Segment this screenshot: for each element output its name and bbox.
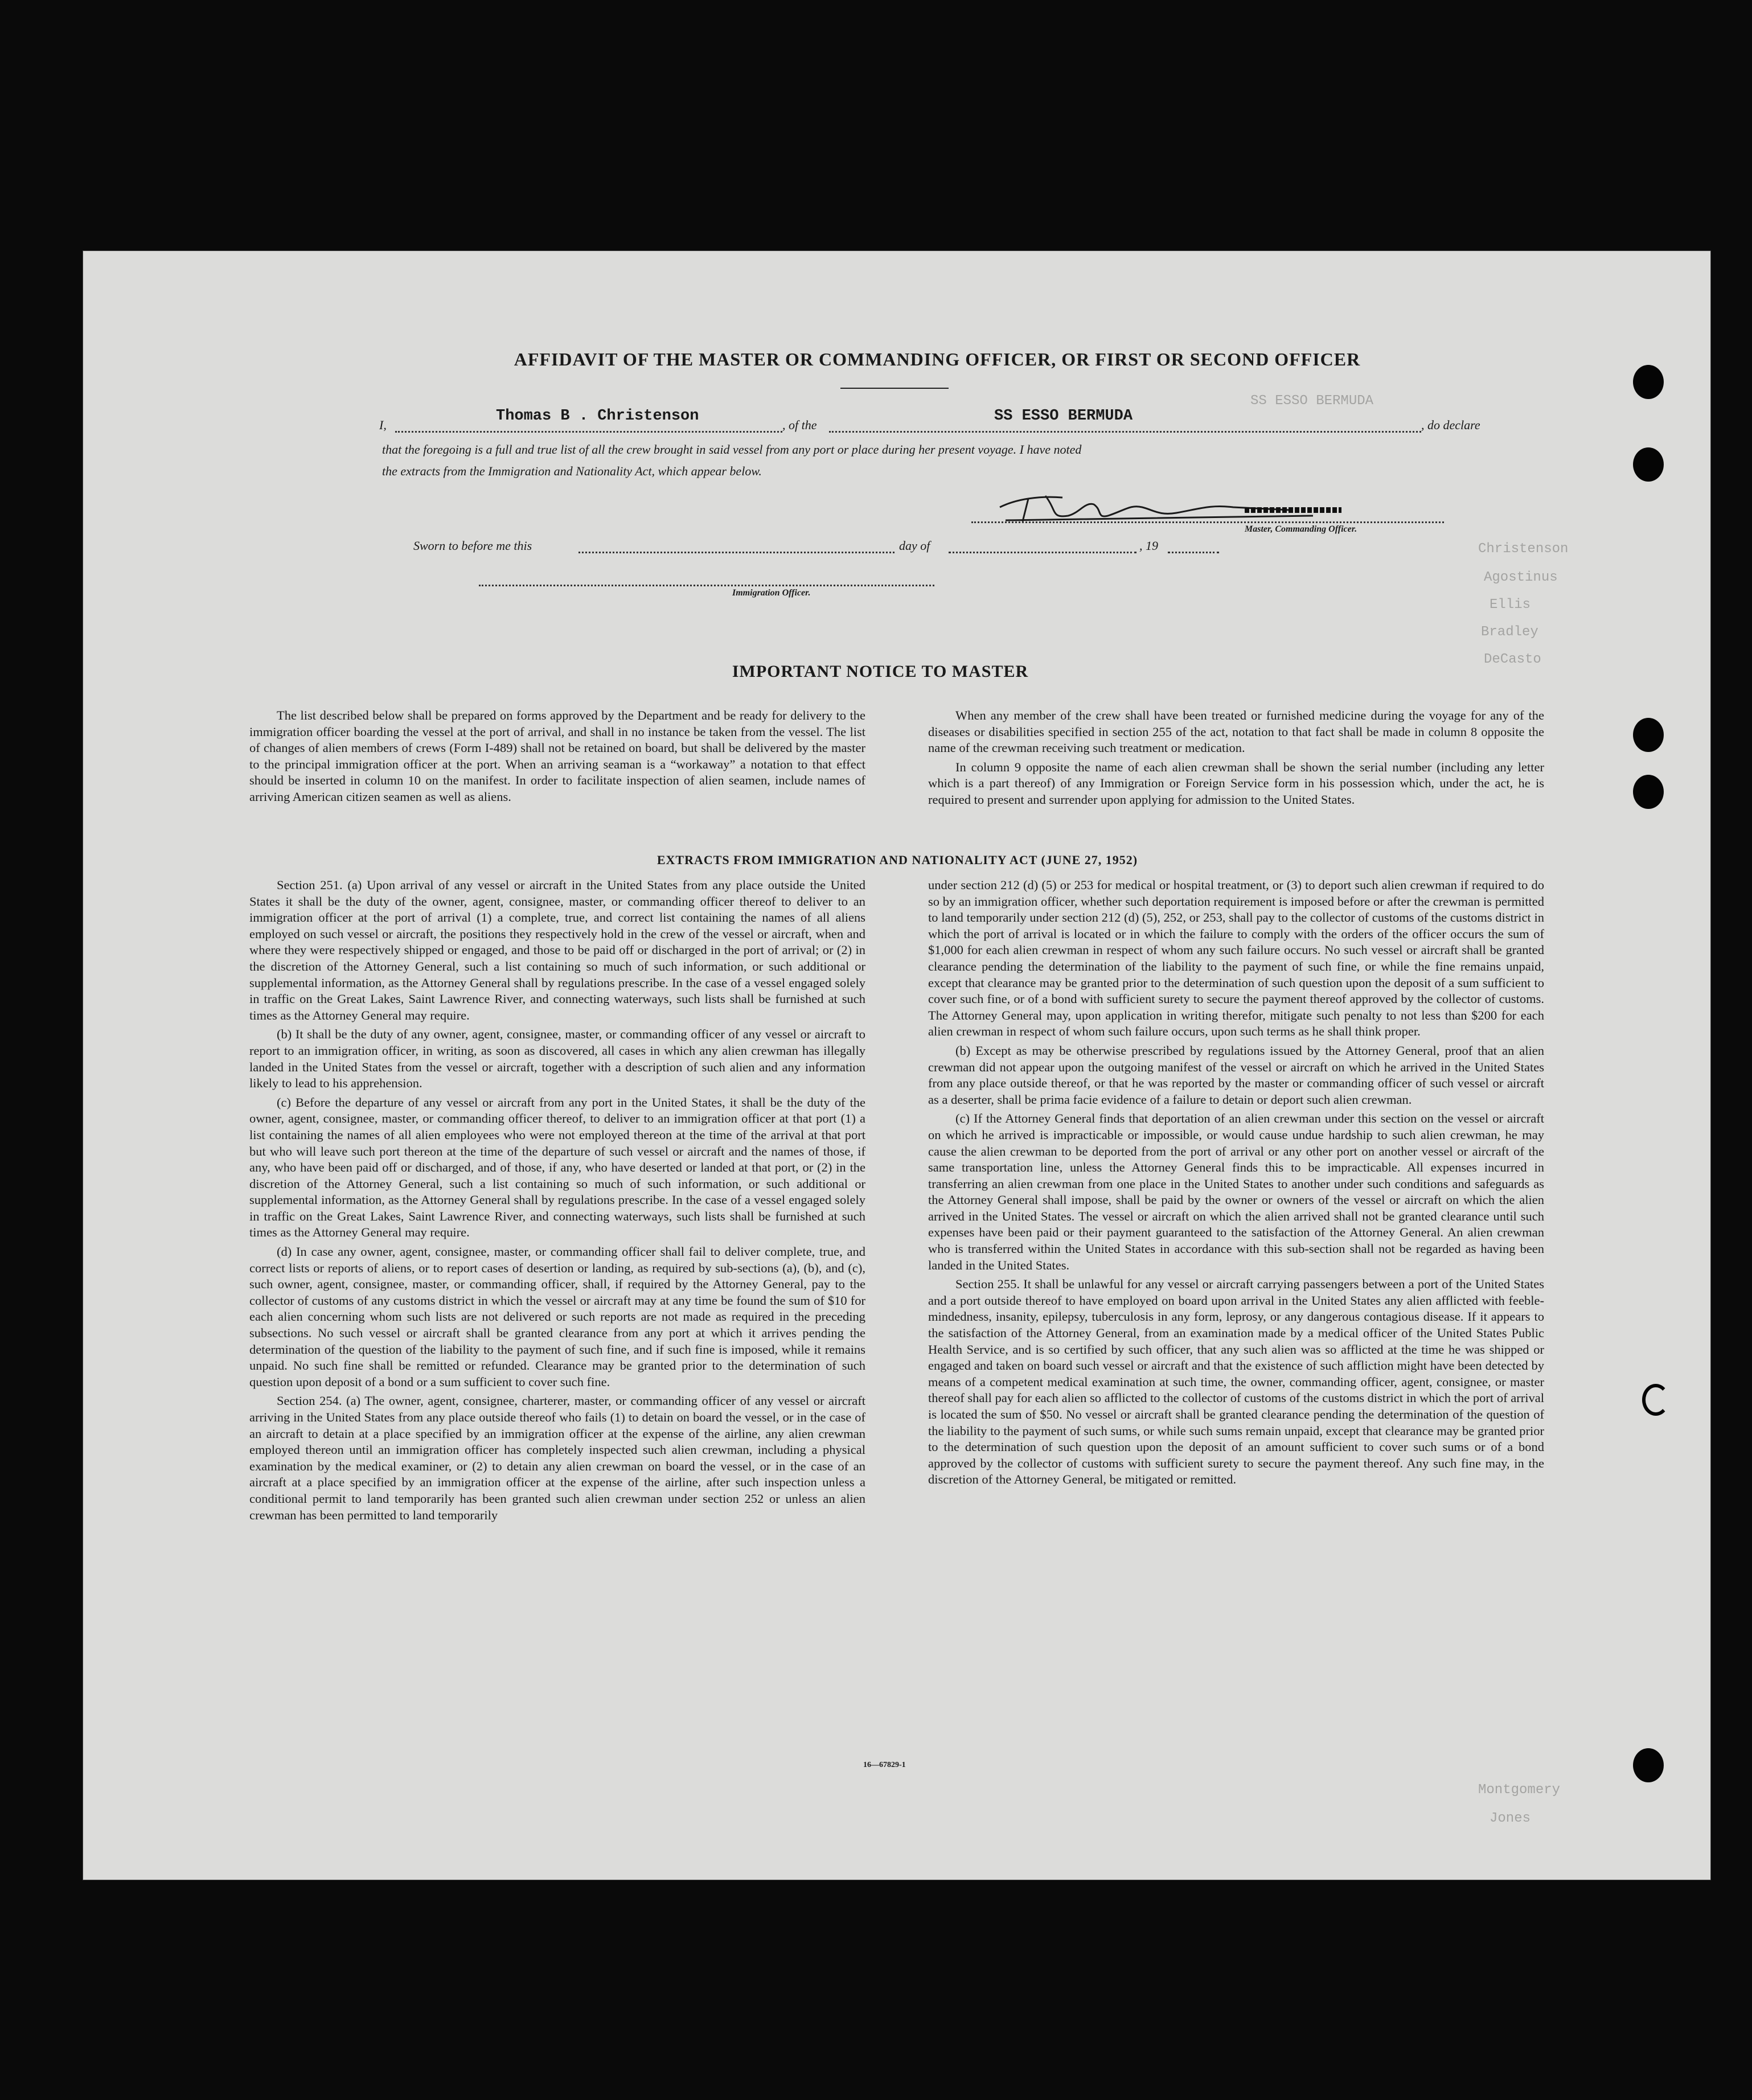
- extract-paragraph: (d) In case any owner, agent, consignee, master, or commanding officer shall fail to deliver complete, true, and correct lists or reports of aliens, or to report cases of desertion or landing, as required by sub-sections (a), (b), and (c), such owner, agent, consignee, master, or commanding officer, shall, if required by the Attorney General, pay to the collector of customs of any customs district in which the vessel or aircraft may at any time be found the sum of $10 for each alien concerning whom such lists are not delivered or such reports are not made as required in the preceding subsections. No such vessel or aircraft shall be granted clearance from any port at which it arrives pending the determination of the question of the liability to the payment of such fine, and if such fine is imposed, while it remains unpaid. No such fine shall be remitted or refunded. Clearance may be granted prior to the determination of such question upon deposit of a bond or a sum sufficient to cover such fine.: [249, 1244, 865, 1389]
- extract-paragraph: (c) Before the departure of any vessel or aircraft from any port in the United States, it shall be the duty of the owner, agent, consignee, master, or commanding officer thereof, to deliver to an immigration officer at that port (1) a list containing the names of all alien employees who were not employed thereon at the time of the arrival at that port but who will leave such port thereon at the time of the departure of such vessel or aircraft and the names of those, if any, who have been paid off or discharged, and of those, if any, who have deserted or landed at that port, or (2) in the discretion of the Attorney General, such a list containing so much of such information, or such additional or supplemental information, as the Attorney General shall by regulations prescribe. In the case of a vessel engaged solely in traffic on the Great Lakes, Saint Lawrence River, and connecting waterways, such lists shall be furnished at such times as the Attorney General may require.: [249, 1095, 865, 1240]
- extracts-title: EXTRACTS FROM IMMIGRATION AND NATIONALITY ACT (JUNE 27, 1952): [657, 853, 1138, 867]
- bleed-through-text: DeCasto: [1484, 652, 1541, 667]
- extracts-left-column: [249, 877, 865, 1526]
- document-page: [83, 251, 1710, 1880]
- of-the-label: , of the: [782, 418, 817, 432]
- master-signature-line: [971, 521, 1444, 523]
- sworn-month-line: [949, 552, 1136, 553]
- sworn-day-line: [578, 552, 895, 553]
- immigration-officer-caption: Immigration Officer.: [732, 588, 811, 598]
- immigration-officer-line: [479, 585, 934, 586]
- extract-paragraph: (c) If the Attorney General finds that deportation of an alien crewman under this section on the vessel or aircraft on which he arrived is impracticable or impossible, or would cause undue hardship to such alien crewman, he may cause the alien crewman to be deported from the port of arrival or any other port on another vessel or aircraft of the same transportation line, unless the Attorney General finds this to be impracticable. All expenses incurred in transferring an alien crewman from one place in the United States to another under such conditions and safeguards as the Attorney General shall impose, shall be paid by the owner or owners of the vessel or aircraft on which the alien arrived in the United States. The vessel or aircraft on which the alien arrived shall not be granted clearance until such expenses have been paid or their payment guaranteed to the satisfaction of the Attorney General. An alien crewman who is transferred within the United States in accordance with this sub-section shall not be regarded as having been landed in the United States.: [928, 1111, 1544, 1272]
- extract-paragraph: (b) It shall be the duty of any owner, agent, consignee, master, or commanding officer of any vessel or aircraft to report to an immigration officer, in writing, as soon as discovered, all cases in which any alien crewman has illegally landed in the United States from the vessel or aircraft, together with a description of such alien and any information likely to lead to his apprehension.: [249, 1027, 865, 1091]
- bleed-through-text: Jones: [1490, 1811, 1531, 1826]
- title-underline: [840, 388, 949, 389]
- affidavit-title: AFFIDAVIT OF THE MASTER OR COMMANDING OFFICER, OR FIRST OR SECOND OFFICER: [514, 349, 1361, 369]
- extract-paragraph: Section 251. (a) Upon arrival of any vessel or aircraft in the United States from any place outside the United States it shall be the duty of the owner, agent, consignee, master, or commanding officer thereof to deliver to an immigration officer at the port of arrival (1) a complete, true, and correct list containing the names of all aliens employed on such vessel or aircraft, the positions they respectively hold in the crew of the vessel or aircraft, when and where they were respectively shipped or engaged, and those to be paid off or discharged in the port of arrival; or (2) in the discretion of the Attorney General, such a list containing so much of such information, or such additional or supplemental information, as the Attorney General shall by regulations prescribe. In the case of a vessel engaged solely in traffic on the Great Lakes, Saint Lawrence River, and connecting waterways, such lists shall be furnished at such times as the Attorney General may require.: [249, 878, 865, 1022]
- bleed-through-text: Montgomery: [1478, 1782, 1561, 1798]
- day-of-label: day of: [899, 539, 930, 553]
- extract-paragraph: (b) Except as may be otherwise prescribed by regulations issued by the Attorney General, proof that an alien crewman did not appear upon the outgoing manifest of the vessel or aircraft on which he arrived in the United States from any place outside thereof, or that he was reported by the master or commanding officer of such vessel or aircraft as a deserter, shall be prima facie evidence of a failure to detain or deport such alien crewman.: [928, 1043, 1544, 1107]
- notice-left-column: [249, 708, 865, 808]
- bleed-through-text: Bradley: [1481, 624, 1538, 640]
- notice-right-paragraph-1: When any member of the crew shall have been treated or furnished medicine during the voyage for any of the diseases or disabilities specified in section 255 of the act, notation to that fact shall be made in column 8 opposite the name of the crewman receiving such treatment or medication.: [928, 708, 1544, 755]
- vessel-name-line: [829, 431, 1421, 433]
- extract-paragraph: Section 254. (a) The owner, agent, consignee, charterer, master, or commanding officer of any vessel or aircraft arriving in the United States from any place outside thereof who fails (1) to detain on board the vessel, or in the case of an aircraft to detain at a place specified by an immigration officer at the expense of the airline, any alien crewman employed thereon until an immigration officer has completely inspected such alien crewman, including a physical examination by the medical examiner, or (2) to detain any alien crewman on board the vessel, or in the case of an aircraft at a place specified by an immigration officer at the expense of the airline, after such inspection unless a conditional permit to land temporarily has been granted such alien crewman under section 252 or unless an alien crewman has been permitted to land temporarily: [249, 1394, 865, 1522]
- master-caption: Master, Commanding Officer.: [1245, 524, 1357, 534]
- punch-hole: [1633, 447, 1664, 482]
- i-label: I,: [379, 418, 387, 432]
- punch-hole: [1633, 718, 1664, 752]
- notice-title: IMPORTANT NOTICE TO MASTER: [732, 662, 1029, 681]
- notice-left-paragraph: The list described below shall be prepared on forms approved by the Department and be ready for delivery to the immigration officer boarding the vessel at the port of arrival, and shall in no instance be taken from the vessel. The list of changes of alien members of crews (Form I-489) shall not be retained on board, but shall be delivered by the master to the principal immigration officer at the port. When an arriving seaman is a “workaway” a notation to that effect should be inserted in column 10 on the manifest. In order to facilitate inspection of alien seamen, include names of arriving American citizen seamen as well as aliens.: [249, 708, 865, 804]
- punch-hole-partial: [1642, 1384, 1669, 1416]
- bleed-through-text: Agostinus: [1484, 570, 1558, 585]
- master-name-line: [395, 431, 782, 433]
- extract-paragraph: under section 212 (d) (5) or 253 for medical or hospital treatment, or (3) to deport such alien crewman if required to do so by an immigration officer, whether such deportation requirement is imposed before or after the crewman is permitted to land temporarily under section 212 (d) (5), 252, or 253, shall pay to the collector of customs of the customs district in which the port of arrival is located or in which the failure to comply with the orders of the officer occurs the sum of $1,000 for each alien crewman in respect of whom any such failure occurs. No such vessel or aircraft shall be granted clearance pending the determination of the liability to the payment of such fine, or while the fine remains unpaid, except that clearance may be granted prior to the determination of such question upon the deposit of a sum sufficient to cover such fine, or of a bond with sufficient surety to secure the payment thereof approved by the collector of customs. The Attorney General may, upon application in writing therefor, mitigate such penalty to not less than $200 for each alien crewman in respect of whom such failure occurs, upon such terms as he shall think proper.: [928, 878, 1544, 1039]
- declaration-line-2: the extracts from the Immigration and Nationality Act, which appear below.: [382, 464, 762, 478]
- form-code: 16—67829-1: [863, 1761, 906, 1769]
- bleed-through-text: Ellis: [1490, 597, 1531, 613]
- master-name-field: Thomas B . Christenson: [496, 408, 699, 425]
- bleed-through-text: Christenson: [1478, 541, 1569, 557]
- extracts-right-column: [928, 877, 1544, 1491]
- bleed-through-text: SS ESSO BERMUDA: [1250, 393, 1374, 409]
- vessel-name-field: SS ESSO BERMUDA: [994, 408, 1133, 425]
- punch-hole: [1633, 365, 1664, 399]
- do-declare-label: , do declare: [1421, 418, 1480, 432]
- year-label: , 19: [1139, 539, 1158, 553]
- sworn-label: Sworn to before me this: [413, 539, 532, 553]
- sworn-year-line: [1168, 552, 1219, 553]
- notice-right-column: [928, 708, 1544, 811]
- extract-paragraph: Section 255. It shall be unlawful for any vessel or aircraft carrying passengers between a port of the United States and a port outside thereof to have employed on board upon arrival in the United States any alien afflicted with feeble-mindedness, insanity, epilepsy, tuberculosis in any form, leprosy, or any dangerous contagious disease. If it appears to the satisfaction of the Attorney General, from an examination made by a medical officer of the United States Public Health Service, and is so certified by such officer, that any such alien was so afflicted at the time he was shipped or engaged and taken on board such vessel or aircraft and that the existence of such affliction might have been detected by means of a competent medical examination at such time, the owner, commanding officer, agent, consignee, or master thereof shall pay for each alien so afflicted to the collector of customs of the customs district in which the port of arrival is located the sum of $50. No vessel or aircraft shall be granted clearance pending the determination of the question of the liability to the payment of such sums, or while such sums remain unpaid, except that clearance may be granted prior to the determination of such question upon the deposit of an amount sufficient to cover such sums or of a bond approved by the collector of customs with sufficient surety to secure the payment thereof. Any such fine may, in the discretion of the Attorney General, be mitigated or remitted.: [928, 1277, 1544, 1487]
- declaration-line-1: that the foregoing is a full and true list of all the crew brought in said vessel from any port or place during her present voyage. I have noted: [382, 442, 1082, 457]
- notice-right-paragraph-2: In column 9 opposite the name of each alien crewman shall be shown the serial number (including any letter which is a part thereof) of any Immigration or Foreign Service form in his possession which, under the act, he is required to present and surrender upon applying for admission to the United States.: [928, 759, 1544, 807]
- punch-hole: [1633, 1748, 1664, 1782]
- punch-hole: [1633, 775, 1664, 809]
